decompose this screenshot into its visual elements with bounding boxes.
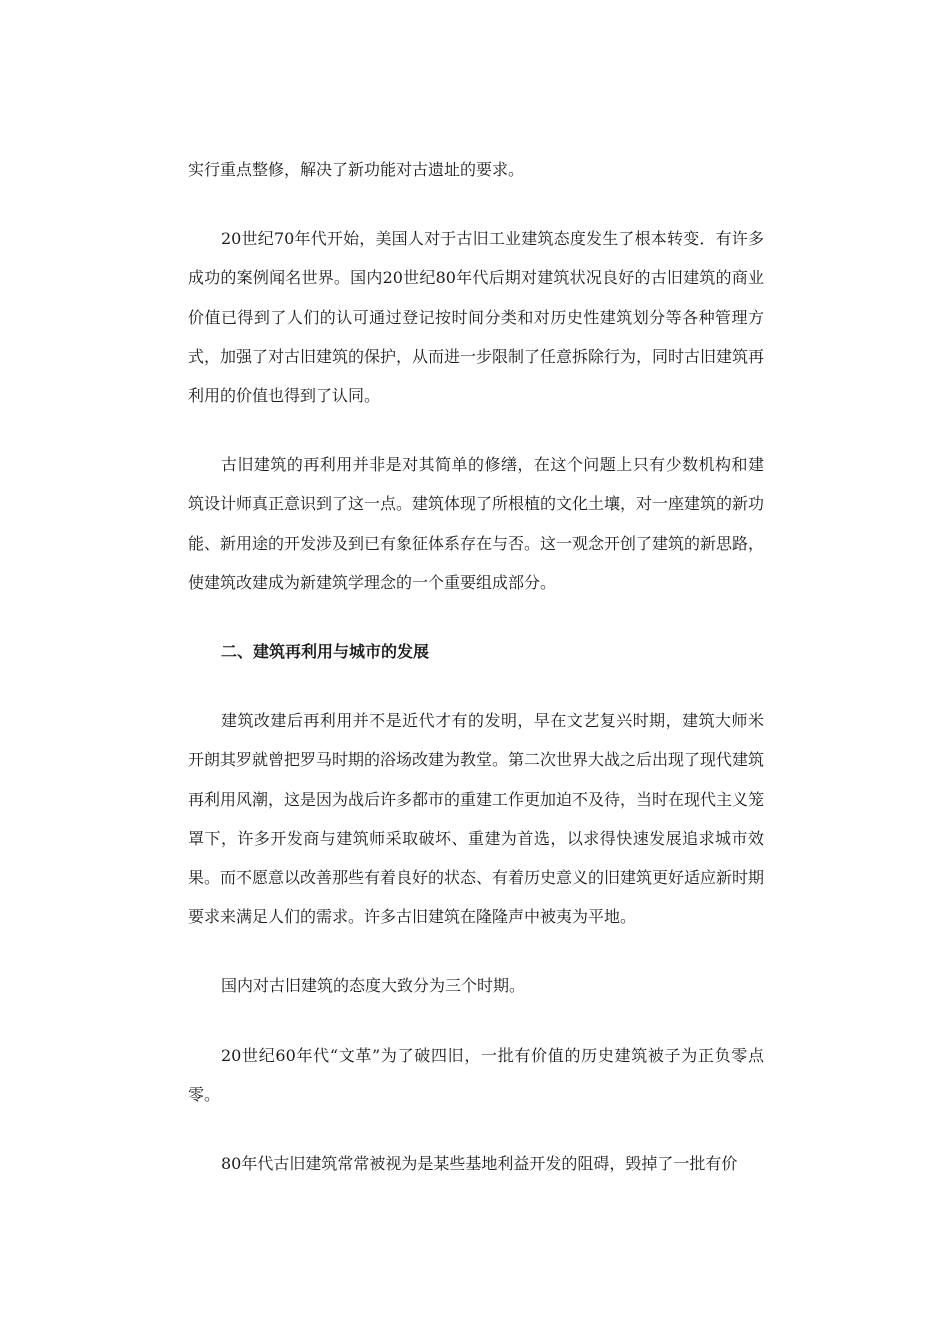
document-body [188, 150, 764, 1213]
paragraph: 古旧建筑的再利用并非是对其简单的修缮，在这个问题上只有少数机构和建筑设计师真正意识到了这一点。建筑体现了所根植的文化土壤，对一座建筑的新功能、新用途的开发涉及到已有象征体系存在与否。这一观念开创了建筑的新思路，使建筑改建成为新建筑学理念的一个重要组成部分。 [188, 455, 765, 592]
paragraph: 20世纪70年代开始，美国人对于古旧工业建筑态度发生了根本转变．有许多成功的案例闻名世界。国内20世纪80年代后期对建筑状况良好的古旧建筑的商业价值已得到了人们的认可通过登记按时间分类和对历史性建筑划分等各种管理方式，加强了对古旧建筑的保护，从而进一步限制了任意拆除行为，同时古旧建筑再利用的价值也得到了认同。 [188, 229, 765, 406]
section-heading: 二、建筑再利用与城市的发展 [221, 642, 430, 662]
paragraph: 20世纪60年代“文革”为了破四旧，一批有价值的历史建筑被子为正负零点零。 [188, 1045, 764, 1104]
paragraph: 国内对古旧建筑的态度大致分为三个时期。 [221, 976, 526, 996]
paragraph-truncated: 80年代古旧建筑常常被视为是某些基地利益开发的阻碍，毁掉了一批有价 [221, 1154, 738, 1174]
paragraph-continuation: 实行重点整修，解决了新功能对古遗址的要求。 [188, 160, 525, 179]
paragraph: 建筑改建后再利用并不是近代才有的发明，早在文艺复兴时期，建筑大师米开朗其罗就曾把罗马时期的浴场改建为教堂。第二次世界大战之后出现了现代建筑再利用风潮，这是因为战后许多都市的重建工作更加迫不及待，当时在现代主义笼罩下，许多开发商与建筑师采取破坏、重建为首选，以求得快速发展追求城市效果。而不愿意以改善那些有着良好的状态、有着历史意义的旧建筑更好适应新时期要求来满足人们的需求。许多古旧建筑在隆隆声中被夷为平地。 [188, 711, 765, 927]
